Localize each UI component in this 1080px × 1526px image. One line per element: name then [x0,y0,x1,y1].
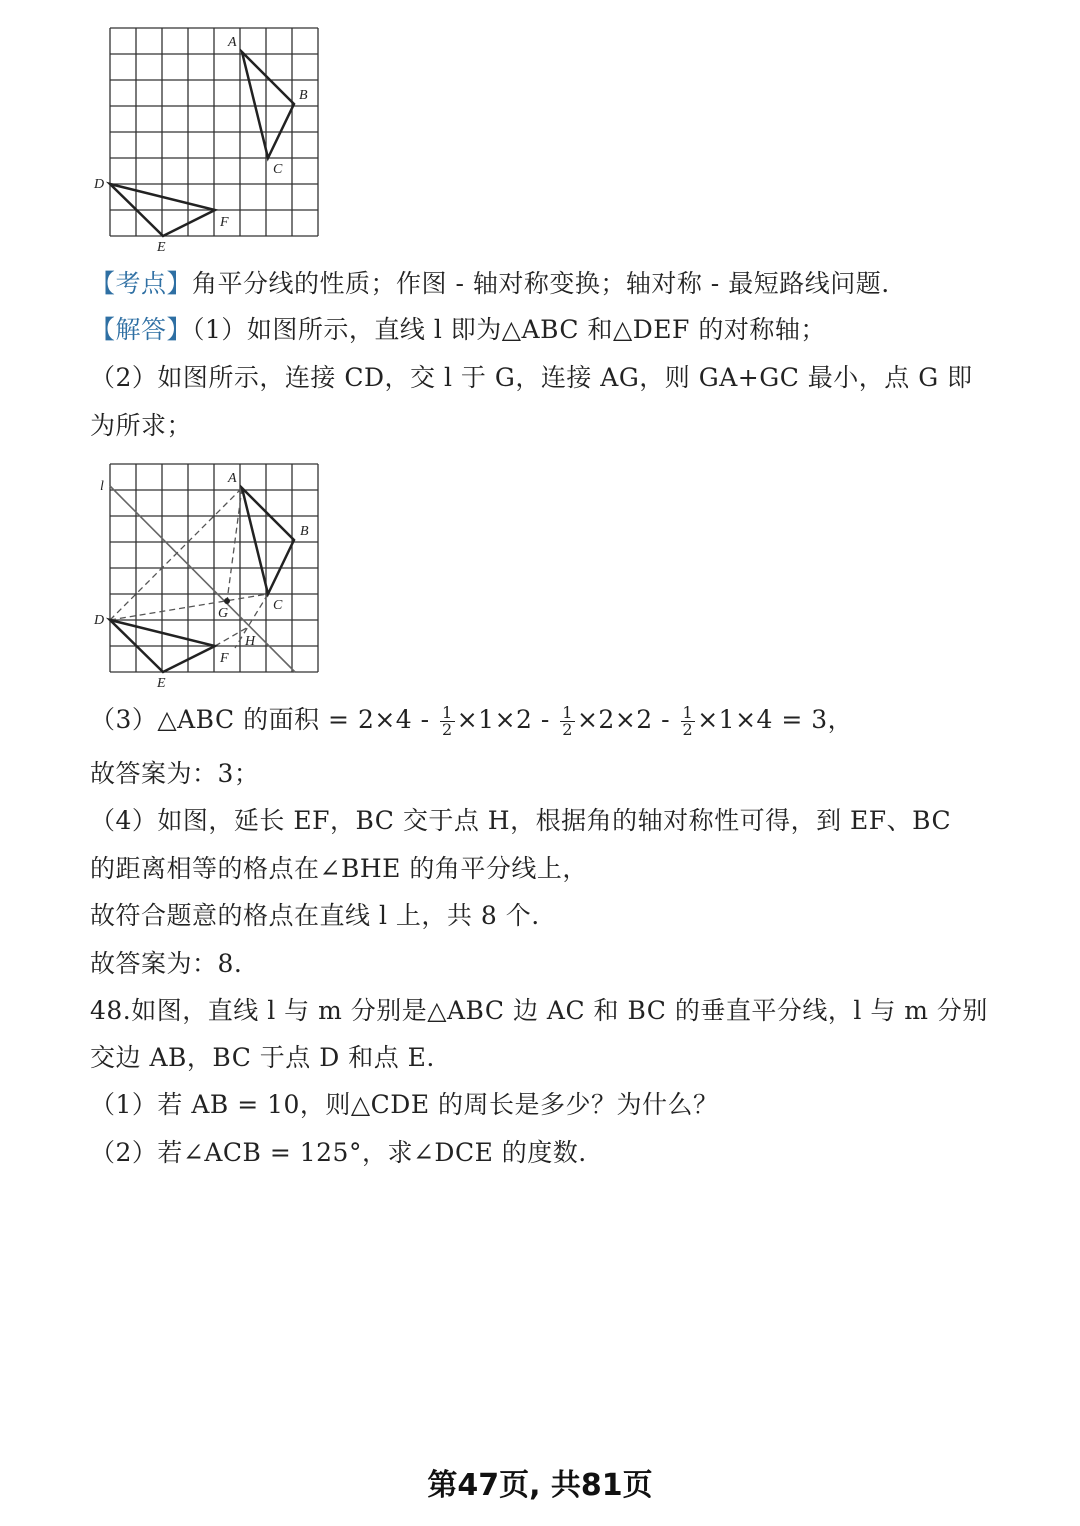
triangle-abc [242,52,294,158]
page-footer: 第47页, 共81页 [427,1468,653,1503]
label-f: F [220,651,229,666]
triangle-abc [242,488,294,594]
part4-line2: 的距离相等的格点在∠BHE 的角平分线上， [90,854,588,883]
label-b: B [300,524,309,539]
label-g: G [218,606,229,621]
question-48-line1: 48.如图，直线 l 与 m 分别是△ABC 边 AC 和 BC 的垂直平分线，l 与 m 分别 [90,996,988,1025]
fraction-half: $\frac{1}{2}$ [562,703,573,739]
label-a: A [228,35,237,50]
question-48-sub1: （1）若 AB = 10，则△CDE 的周长是多少？为什么？ [90,1090,719,1119]
point-g [224,598,230,604]
figure-1 [90,20,330,255]
label-e: E [157,676,166,691]
part2-line2: 为所求； [90,411,193,440]
fraction-half: $\frac{1}{2}$ [682,703,694,739]
grid-2 [110,464,318,672]
label-c: C [273,598,283,613]
label-h: H [245,634,256,649]
label-d: D [94,177,105,192]
question-48-line2: 交边 AB，BC 于点 D 和点 E. [90,1043,435,1072]
jieda-line [90,312,1010,348]
question-48-sub2: （2）若∠ACB = 125°，求∠DCE 的度数. [90,1138,587,1167]
kaodian-tag: 【考点】 [90,269,193,298]
part2-line1: （2）如图所示，连接 CD，交 l 于 G，连接 AG，则 GA+GC 最小，点 G 即 [90,363,973,392]
kaodian-text: 角平分线的性质；作图 - 轴对称变换；轴对称 - 最短路线问题. [192,269,890,298]
label-f: F [220,215,229,230]
jieda-part1: （1）如图所示，直线 l 即为△ABC 和△DEF 的对称轴； [192,315,826,344]
fraction-half: $\frac{1}{2}$ [442,703,453,739]
part3-line: （3）△ABC 的面积 = 2×4 - $\frac{1}{2}$ ×1×2 - $\frac{1}{2}$ ×2×2 - $\frac{1}{2}$ ×1×4 = 3， [90,703,854,739]
kaodian-line [90,266,1010,302]
label-e: E [157,240,166,255]
part4-line1: （4）如图，延长 EF，BC 交于点 H，根据角的轴对称性可得，到 EF、BC [90,806,952,835]
label-c: C [273,162,283,177]
label-d: D [94,613,105,628]
part4-line3: 故符合题意的格点在直线 l 上，共 8 个. [90,901,540,930]
jieda-tag: 【解答】 [90,315,193,344]
label-a: A [228,471,237,486]
label-b: B [299,88,308,103]
grid-1 [110,28,318,236]
label-l: l [100,479,104,494]
figure-2 [90,456,330,691]
answer-3: 故答案为：3； [90,759,260,788]
answer-4: 故答案为：8. [90,949,243,978]
